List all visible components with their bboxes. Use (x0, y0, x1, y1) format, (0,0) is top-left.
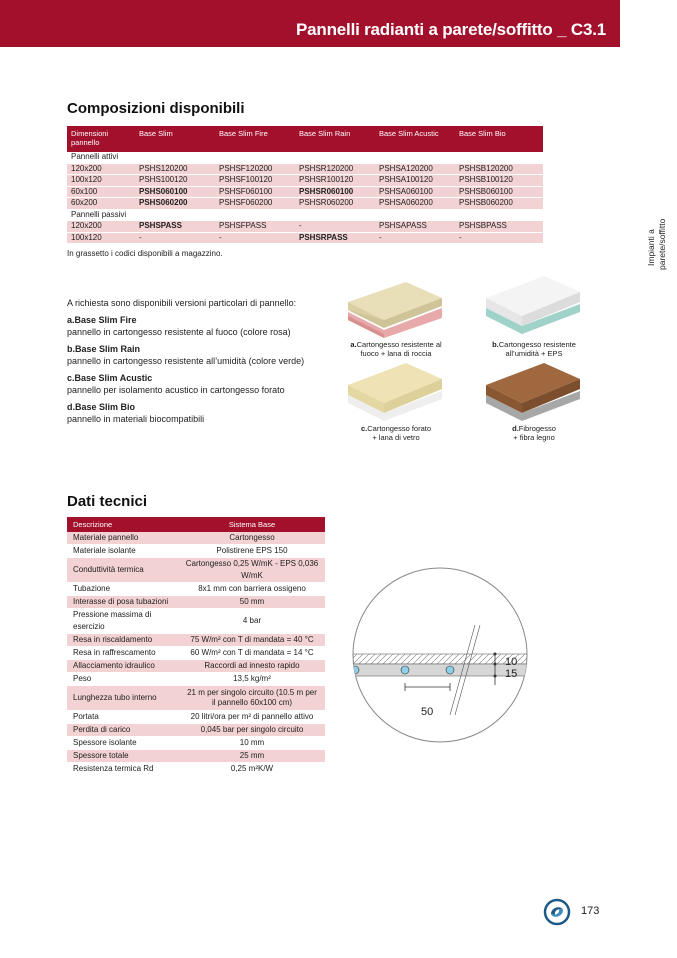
caption-line: all’umidità + EPS (505, 349, 563, 358)
cell: 100x120 (67, 175, 135, 187)
side-label-line2: parete/soffitto (657, 218, 667, 270)
variant-desc: pannello per isolamento acustico in cartongesso forato (67, 385, 285, 395)
cell: 60x100 (67, 186, 135, 198)
cell: 120x200 (67, 163, 135, 175)
panel-photo-rain (484, 268, 580, 334)
caption-line: Cartongesso forato (367, 424, 432, 433)
table-row (67, 686, 325, 711)
group-label: Pannelli passivi (67, 209, 543, 221)
caption-letter: b. (492, 340, 499, 349)
compositions-heading: Composizioni disponibili (67, 100, 245, 117)
cell: 60x200 (67, 198, 135, 210)
table-row (67, 737, 325, 750)
row-label: Lunghezza tubo interno (67, 686, 179, 711)
compositions-header-row (67, 126, 543, 152)
table-row (67, 198, 543, 210)
row-value: 25 mm (179, 750, 325, 763)
row-value: Cartongesso 0,25 W/mK - EPS 0,036 W/mK (179, 558, 325, 583)
row-value: 4 bar (179, 609, 325, 634)
compositions-table (67, 126, 543, 244)
cell: PSHSF100120 (215, 175, 295, 187)
variants-intro: A richiesta sono disponibili versioni particolari di pannello: (67, 298, 297, 308)
table-row (67, 660, 325, 673)
table-row (67, 750, 325, 763)
row-value: 0,25 m²K/W (179, 763, 325, 776)
dimension-labels (505, 656, 517, 680)
row-value: 21 m per singolo circuito (10.5 m per il pannello 60x100 cm) (179, 686, 325, 711)
variant-desc: pannello in cartongesso resistente all’umidità (colore verde) (67, 356, 305, 366)
group-row-passive (67, 209, 543, 221)
col-header-bio: Base Slim Bio (455, 126, 543, 152)
caption-line: fuoco + lana di roccia (360, 349, 432, 358)
col-header-acustic: Base Slim Acustic (375, 126, 455, 152)
cell: PSHSA100120 (375, 175, 455, 187)
row-label: Allacciamento idraulico (67, 660, 179, 673)
row-label: Resa in raffrescamento (67, 647, 179, 660)
col-header-description: Descrizione (67, 517, 179, 532)
variant-title: b.Base Slim Rain (67, 343, 141, 354)
tech-heading: Dati tecnici (67, 493, 148, 510)
cell: PSHSA120200 (375, 163, 455, 175)
table-row (67, 711, 325, 724)
cell: PSHSR120200 (295, 163, 375, 175)
row-label: Perdita di carico (67, 724, 179, 737)
table-row (67, 532, 325, 545)
panel-section-diagram (350, 565, 530, 745)
caption-line: + fibra legno (513, 433, 555, 442)
caption-letter: a. (350, 340, 357, 349)
dim-label-insulation: 10 (505, 656, 518, 668)
cell: PSHSB120200 (455, 163, 543, 175)
cell: PSHSA060100 (375, 186, 455, 198)
dim-label-total: 15 (505, 668, 518, 680)
cell: PSHSF060100 (215, 186, 295, 198)
cell: PSHSRPASS (295, 232, 375, 244)
table-row (67, 647, 325, 660)
page-header (0, 0, 620, 47)
row-value: 0,045 bar per singolo circuito (179, 724, 325, 737)
cell: PSHSA060200 (375, 198, 455, 210)
table-row (67, 609, 325, 634)
variants-list (67, 297, 347, 426)
table-row (67, 221, 543, 233)
row-value: 10 mm (179, 737, 325, 750)
cell: - (455, 232, 543, 244)
cell: PSHSFPASS (215, 221, 295, 233)
cell: PSHSR100120 (295, 175, 375, 187)
page-title: Pannelli radianti a parete/soffitto _ C3.1 (296, 20, 606, 39)
cell: 120x200 (67, 221, 135, 233)
row-label: Conduttività termica (67, 558, 179, 583)
cell: PSHSF060200 (215, 198, 295, 210)
row-label: Resa in riscaldamento (67, 634, 179, 647)
table-row (67, 763, 325, 776)
caption-letter: c. (360, 424, 368, 433)
table-row (67, 596, 325, 609)
cell: PSHSR060200 (295, 198, 375, 210)
cell: - (215, 232, 295, 244)
row-value: 50 mm (179, 596, 325, 609)
col-header-system: Sistema Base (179, 517, 325, 532)
variant-title: a.Base Slim Fire (67, 314, 137, 325)
row-value: 60 W/m² con T di mandata = 14 °C (179, 647, 325, 660)
row-label: Materiale pannello (67, 532, 179, 545)
col-header-rain: Base Slim Rain (295, 126, 375, 152)
col-header-fire: Base Slim Fire (215, 126, 295, 152)
row-label: Spessore totale (67, 750, 179, 763)
cell: PSHSB060100 (455, 186, 543, 198)
cell: PSHS100120 (135, 175, 215, 187)
cell: - (135, 232, 215, 244)
col-header-base-slim: Base Slim (135, 126, 215, 152)
table-row (67, 545, 325, 558)
dim-label-spacing: 50 (421, 706, 434, 718)
row-label: Interasse di posa tubazioni (67, 596, 179, 609)
row-label: Portata (67, 711, 179, 724)
table-row (67, 634, 325, 647)
brand-logo-icon (543, 898, 571, 926)
cell: - (375, 232, 455, 244)
table-row (67, 583, 325, 596)
tech-data-table (67, 517, 325, 776)
panel-photo-fire (346, 272, 442, 338)
cell: PSHSR060100 (295, 186, 375, 198)
tech-header-row (67, 517, 325, 532)
caption-line: + lana di vetro (372, 433, 420, 442)
row-label: Materiale isolante (67, 545, 179, 558)
cell: PSHSAPASS (375, 221, 455, 233)
row-value: 8x1 mm con barriera ossigeno (179, 583, 325, 596)
side-label-line1: Impianti a (646, 229, 656, 266)
cell: - (295, 221, 375, 233)
cell: PSHSBPASS (455, 221, 543, 233)
cell: PSHSF120200 (215, 163, 295, 175)
row-value: 75 W/m² con T di mandata = 40 °C (179, 634, 325, 647)
table-row (67, 163, 543, 175)
row-value: 13,5 kg/m² (179, 673, 325, 686)
side-section-label (646, 210, 670, 270)
variant-title: c.Base Slim Acustic (67, 372, 153, 383)
col-header-dimensions: Dimensioni pannello (67, 126, 135, 152)
panel-photo-acustic (346, 355, 442, 421)
table-row (67, 724, 325, 737)
group-row-active (67, 152, 543, 163)
row-label: Spessore isolante (67, 737, 179, 750)
row-value: 20 litri/ora per m² di pannello attivo (179, 711, 325, 724)
stock-note: In grassetto i codici disponibili a magazzino. (67, 249, 223, 258)
row-value: Cartongesso (179, 532, 325, 545)
variant-desc: pannello in materiali biocompatibili (67, 414, 205, 424)
cell: PSHS060200 (135, 198, 215, 210)
photo-caption (346, 424, 446, 442)
cell: PSHSB060200 (455, 198, 543, 210)
cell: 100x120 (67, 232, 135, 244)
cell: PSHS060100 (135, 186, 215, 198)
group-label: Pannelli attivi (67, 152, 543, 163)
variant-desc: pannello in cartongesso resistente al fuoco (colore rosa) (67, 327, 291, 337)
caption-line: Cartongesso resistente (498, 340, 576, 349)
variant-title: d.Base Slim Bio (67, 401, 136, 412)
row-value: Polistirene EPS 150 (179, 545, 325, 558)
table-row (67, 558, 325, 583)
row-value: Raccordi ad innesto rapido (179, 660, 325, 673)
cell: PSHS120200 (135, 163, 215, 175)
table-row (67, 175, 543, 187)
row-label: Peso (67, 673, 179, 686)
photo-caption (484, 424, 584, 442)
caption-letter: d. (512, 424, 519, 433)
caption-line: Cartongesso resistente al (356, 340, 442, 349)
page-number: 173 (581, 905, 600, 917)
cell: PSHSB100120 (455, 175, 543, 187)
row-label: Resistenza termica Rd (67, 763, 179, 776)
cell: PSHSPASS (135, 221, 215, 233)
table-row (67, 186, 543, 198)
caption-line: Fibrogesso (518, 424, 556, 433)
table-row (67, 232, 543, 244)
row-label: Pressione massima di esercizio (67, 609, 179, 634)
row-label: Tubazione (67, 583, 179, 596)
table-row (67, 673, 325, 686)
panel-photo-bio (484, 355, 580, 421)
